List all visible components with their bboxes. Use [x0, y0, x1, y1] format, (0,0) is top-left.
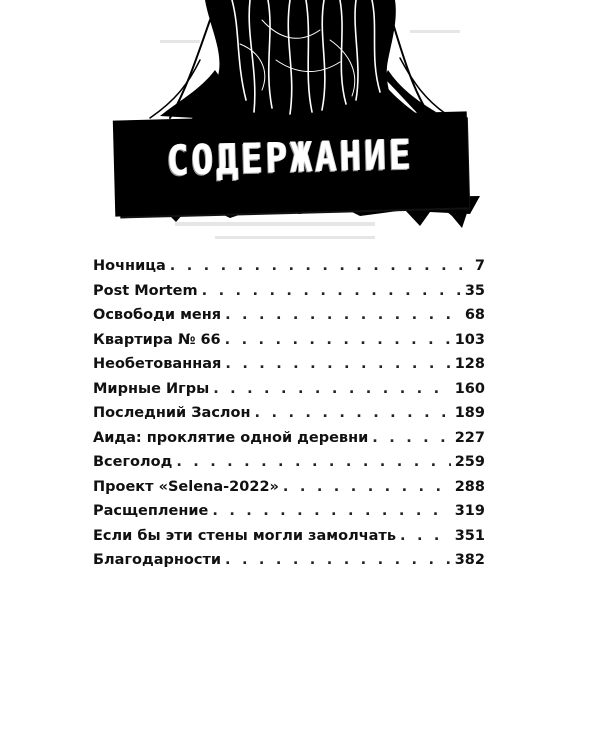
toc-entry-page-number: 351 — [454, 527, 485, 544]
dot-leader — [225, 552, 451, 568]
toc-entry-title: Расщепление — [93, 503, 209, 519]
toc-entry-title: Благодарности — [93, 552, 222, 568]
toc-entry-title: Освободи меня — [93, 307, 222, 323]
toc-entry — [93, 405, 485, 430]
toc-entry-title: Всеголод — [93, 454, 173, 470]
dot-leader — [225, 356, 450, 372]
toc-entry — [93, 356, 485, 381]
toc-entry — [93, 454, 485, 479]
dot-leader — [225, 332, 451, 348]
toc-entry-page-number: 7 — [474, 258, 485, 274]
toc-entry-page-number: 128 — [454, 356, 485, 372]
dot-leader — [255, 405, 451, 421]
toc-entry-page-number: 382 — [454, 552, 485, 568]
toc-entry-title: Аида: проклятие одной деревни — [93, 429, 369, 446]
dot-leader — [170, 258, 471, 274]
toc-entry-page-number: 227 — [454, 429, 485, 446]
toc-entry-title: Необетованная — [93, 356, 222, 372]
toc-entry — [93, 283, 485, 308]
toc-entry — [93, 258, 485, 283]
dot-leader — [400, 528, 451, 544]
dot-leader — [372, 430, 450, 446]
toc-entry-title: Проект «Selena-2022» — [93, 478, 279, 495]
toc-entry-page-number: 160 — [454, 380, 485, 397]
dot-leader — [212, 503, 450, 519]
toc-entry-title: Последний Заслон — [93, 405, 251, 421]
toc-entry — [93, 528, 485, 553]
toc-entry-page-number: 103 — [454, 331, 485, 348]
toc-entry — [93, 381, 485, 406]
toc-entry — [93, 430, 485, 455]
dot-leader — [283, 479, 451, 495]
toc-entry-page-number: 259 — [454, 454, 485, 470]
toc-entry-page-number: 189 — [454, 405, 485, 421]
toc-entry-title: Ночница — [93, 258, 166, 274]
toc-entry-title: Квартира № 66 — [93, 331, 221, 348]
toc-entry-page-number: 288 — [454, 478, 485, 495]
toc-entry-title: Если бы эти стены могли замолчать — [93, 527, 397, 544]
toc-entry-title: Мирные Игры — [93, 380, 210, 397]
dot-leader — [176, 454, 450, 470]
toc-entry — [93, 307, 485, 332]
toc-entry — [93, 332, 485, 357]
dot-leader — [213, 381, 451, 397]
toc-entry — [93, 503, 485, 528]
toc-entry-page-number: 68 — [464, 307, 485, 323]
toc-entry — [93, 552, 485, 577]
page-title: СОДЕРЖАНИЕ — [166, 131, 414, 186]
toc-entry-title: Post Mortem — [93, 282, 198, 299]
dot-leader — [225, 307, 461, 323]
toc-entry — [93, 479, 485, 504]
toc-entry-page-number: 319 — [454, 503, 485, 519]
table-of-contents — [93, 258, 485, 577]
toc-entry-page-number: 35 — [464, 282, 485, 299]
dot-leader — [202, 283, 461, 299]
